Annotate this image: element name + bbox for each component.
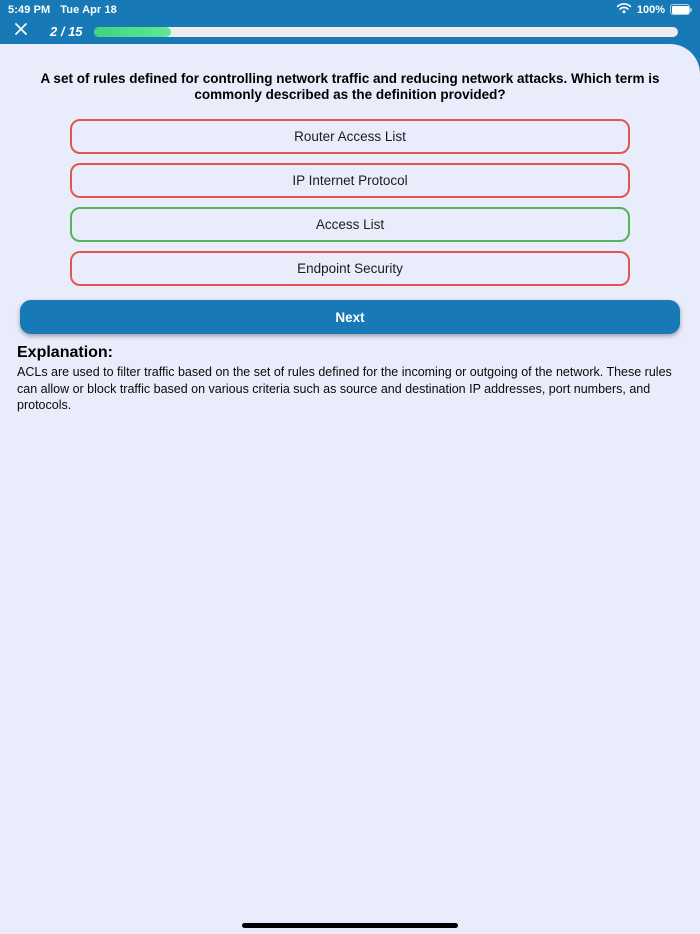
close-button[interactable] [6, 19, 36, 44]
answer-option[interactable] [70, 251, 630, 286]
question-text: A set of rules defined for controlling network traffic and reducing network attacks. Which term is commonly described as the definition provided? [40, 71, 660, 102]
answer-option-label: Endpoint Security [297, 261, 403, 276]
answer-option[interactable] [70, 119, 630, 154]
explanation-section [17, 344, 683, 414]
answer-option-label: IP Internet Protocol [292, 173, 408, 188]
progress-label: 2 / 15 [50, 24, 83, 39]
status-left [8, 4, 117, 16]
status-date: Tue Apr 18 [60, 3, 117, 16]
answer-option-label: Router Access List [294, 129, 406, 144]
next-button[interactable]: Next [20, 300, 680, 334]
home-indicator[interactable] [242, 923, 458, 928]
progress-fill [94, 27, 172, 37]
battery-icon [670, 4, 692, 15]
content-panel [0, 44, 700, 934]
battery-percent: 100% [636, 3, 665, 16]
explanation-body: ACLs are used to filter traffic based on the set of rules defined for the incoming or outgoing of the network. These rules can allow or block traffic based on various criteria such as source and destination IP addresses, port numbers, and protocols. [17, 365, 672, 412]
wifi-icon [616, 1, 632, 19]
status-bar [0, 0, 700, 19]
explanation-heading: Explanation: [17, 344, 114, 361]
answer-option-label: Access List [315, 217, 385, 232]
quiz-nav [0, 19, 700, 44]
status-right [616, 1, 692, 19]
status-time: 5:49 PM [8, 3, 51, 16]
progress-bar [94, 27, 678, 37]
answer-options [0, 119, 700, 286]
answer-option[interactable] [70, 163, 630, 198]
answer-option[interactable] [70, 207, 630, 242]
close-icon [14, 22, 28, 41]
